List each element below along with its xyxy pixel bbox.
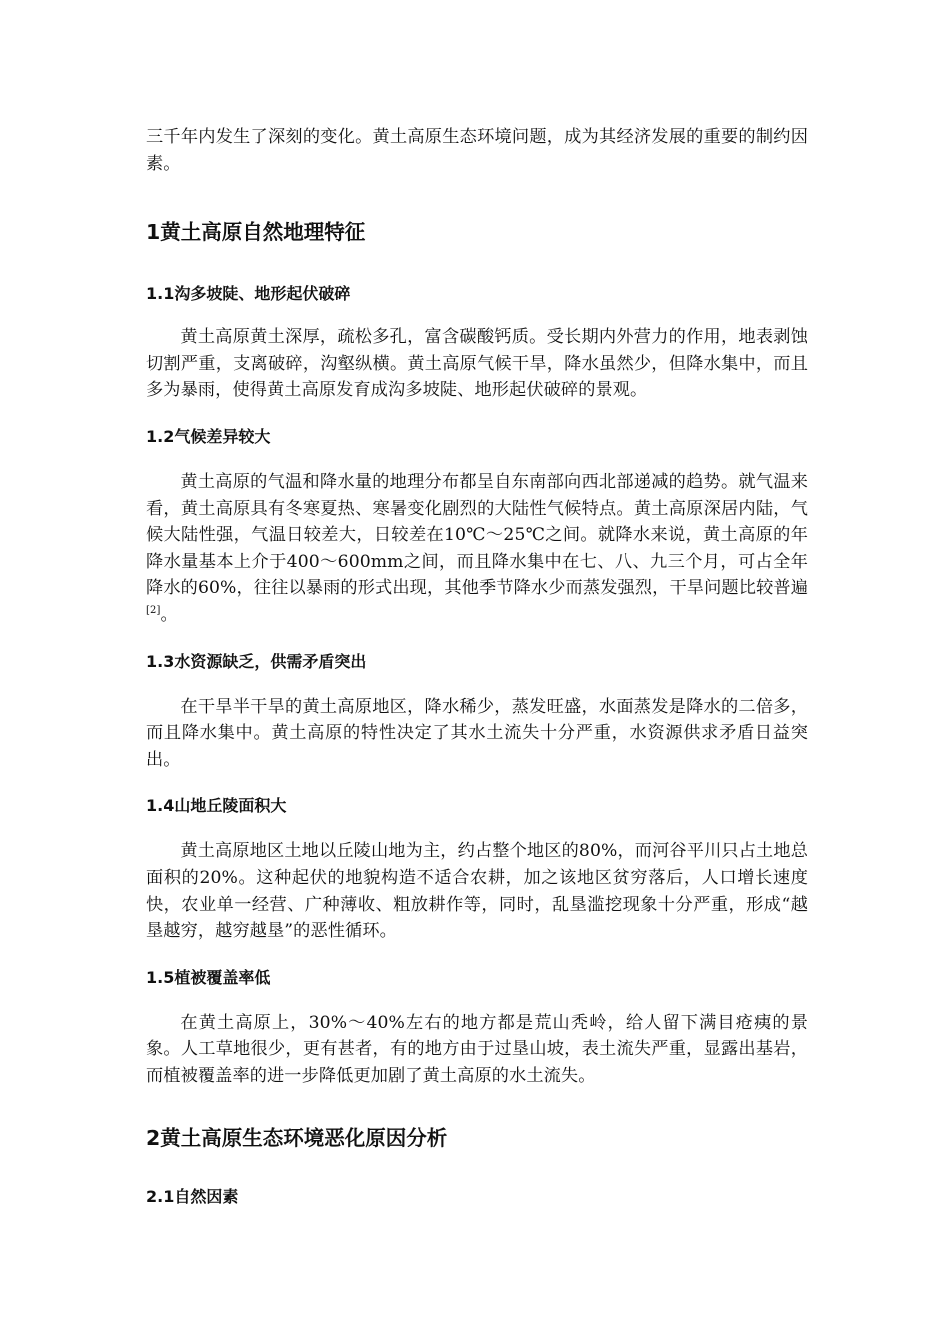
subsection-1-3-paragraph: 在干旱半干旱的黄土高原地区，降水稀少，蒸发旺盛，水面蒸发是降水的二倍多，而且降水集中。黄土高原的特性决定了其水土流失十分严重，水资源供求矛盾日益突出。 [146, 696, 808, 770]
subsection-2-1-heading: 2.1自然因素 [146, 1187, 239, 1207]
subsection-1-2-paragraph [146, 469, 808, 629]
citation-marker: [2] [146, 604, 161, 616]
intro-paragraph: 三千年内发生了深刻的变化。黄土高原生态环境问题，成为其经济发展的重要的制约因素。 [146, 127, 808, 174]
subsection-1-2-tail: 。 [160, 604, 178, 625]
subsection-1-5-paragraph: 在黄土高原上，30%～40%左右的地方都是荒山秃岭，给人留下满目疮痍的景象。人工草地很少，更有甚者，有的地方由于过垦山坡，表土流失严重，显露出基岩，而植被覆盖率的进一步降低更加剧了黄土高原的水土流失。 [146, 1012, 808, 1086]
subsection-1-4-paragraph: 黄土高原地区土地以丘陵山地为主，约占整个地区的80%，而河谷平川只占土地总面积的20%。这种起伏的地貌构造不适合农耕，加之该地区贫穷落后，人口增长速度快，农业单一经营、广种薄收、粗放耕作等，同时，乱垦滥挖现象十分严重，形成“越垦越穷，越穷越垦”的恶性循环。 [146, 841, 808, 942]
subsection-1-1-paragraph: 黄土高原黄土深厚，疏松多孔，富含碳酸钙质。受长期内外营力的作用，地表剥蚀切割严重，支离破碎，沟壑纵横。黄土高原气候干旱，降水虽然少，但降水集中，而且多为暴雨，使得黄土高原发育成沟多坡陡、地形起伏破碎的景观。 [146, 327, 808, 401]
subsection-1-2-heading: 1.2气候差异较大 [146, 426, 271, 446]
subsection-1-1-heading: 1.1沟多坡陡、地形起伏破碎 [146, 284, 351, 304]
subsection-1-3-heading: 1.3水资源缺乏，供需矛盾突出 [146, 651, 367, 671]
section-2-heading: 2黄土高原生态环境恶化原因分析 [146, 1126, 448, 1151]
section-1-heading: 1黄土高原自然地理特征 [146, 220, 366, 245]
document-body [146, 124, 808, 1209]
subsection-1-2-text: 黄土高原的气温和降水量的地理分布都呈自东南部向西北部递减的趋势。就气温来看，黄土高原具有冬寒夏热、寒暑变化剧烈的大陆性气候特点。黄土高原深居内陆，气候大陆性强，气温日较差大，日较差在10℃～25℃之间。就降水来说，黄土高原的年降水量基本上介于400～600mm之间，而且降水集中在七、八、九三个月，可占全年降水的60%，往往以暴雨的形式出现，其他季节降水少而蒸发强烈，干旱问题比较普遍 [146, 471, 808, 599]
subsection-1-4-heading: 1.4山地丘陵面积大 [146, 796, 287, 816]
subsection-1-5-heading: 1.5植被覆盖率低 [146, 967, 271, 987]
